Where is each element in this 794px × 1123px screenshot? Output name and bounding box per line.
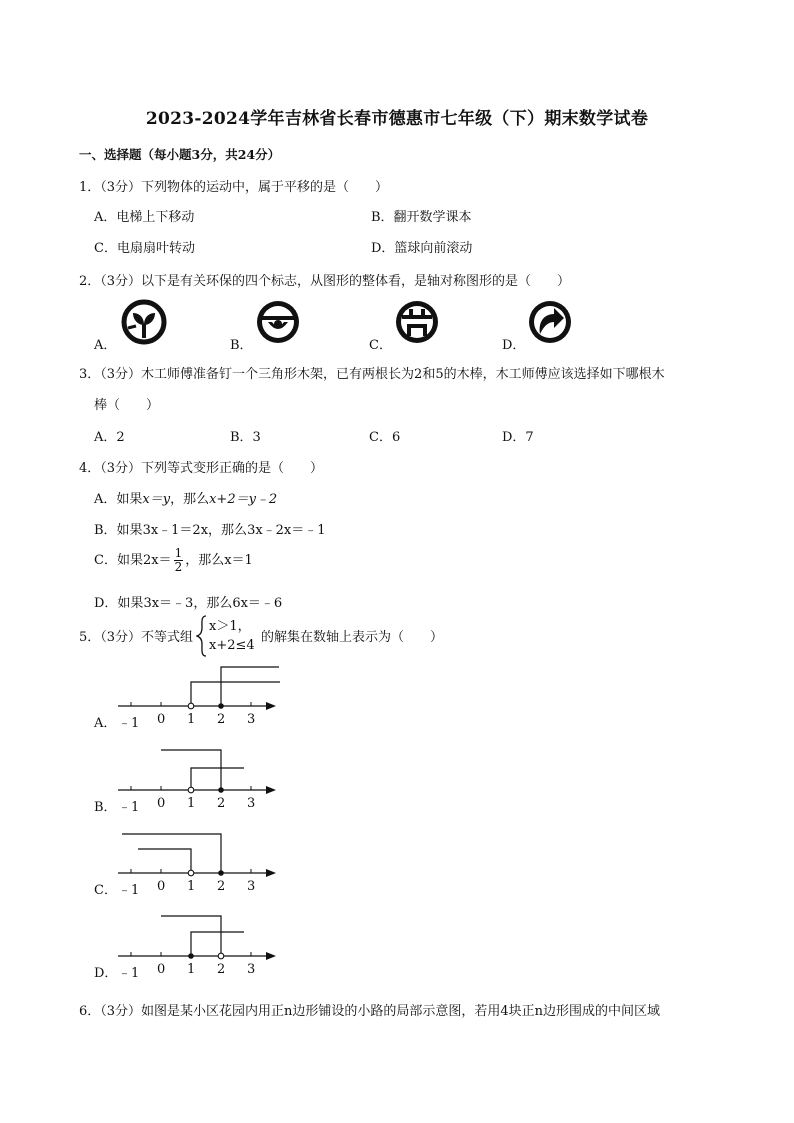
tick-label: 0 [157,879,166,894]
q5-option-b-label[interactable]: B． [94,800,117,815]
q2-option-a-label[interactable]: A． [94,338,117,353]
q4-option-c[interactable] [94,547,253,574]
q2-option-d-label[interactable]: D． [502,338,526,353]
eco-leaf-logo-icon[interactable] [120,298,168,346]
q5-inequality-2: x+2≤4 [209,638,255,653]
tick-label: 2 [217,712,226,727]
q3-option-d[interactable]: D．7 [502,430,534,445]
q4-d-result: 6x＝﹣6 [232,596,283,611]
q1-option-c[interactable]: C．电扇扇叶转动 [94,241,195,256]
q4-d-prefix: D．如果 [94,596,144,611]
q4-b-condition: 3x﹣1＝2x [142,523,209,538]
tick-label: ﹣1 [118,800,140,815]
q4-c-prefix: C．如果 [94,553,143,568]
q4-a-result: x+2＝y﹣2 [209,492,278,507]
q4-b-result: 3x﹣2x＝﹣1 [247,523,326,538]
q5-option-a-label[interactable]: A． [94,716,117,731]
tick-label: 0 [157,962,166,977]
tick-label: 1 [187,879,196,894]
q4-option-d[interactable] [94,592,282,611]
q4-a-condition: x＝y [142,492,171,507]
q2-stem: 2．（3分）以下是有关环保的四个标志，从图形的整体看，是轴对称图形的是（ ） [79,274,571,289]
tick-label: 3 [247,962,256,977]
q4-c-fraction [174,547,184,574]
q5-stem-suffix: 的解集在数轴上表示为（ ） [261,630,444,645]
green-food-logo-icon[interactable] [254,298,302,346]
fraction-denominator: 2 [174,560,183,574]
tick-label: 0 [157,796,166,811]
q3-stem-line1: 3．（3分）木工师傅准备钉一个三角形木架，已有两根长为2和5的木棒，木工师傅应该选择如下哪根木 [79,367,665,382]
q6-stem: 6．（3分）如图是某小区花园内用正n边形铺设的小路的局部示意图，若用4块正n边形围成的中间区域 [79,1004,661,1019]
tick-label: ﹣1 [118,966,140,981]
q3-stem-line2: 棒（ ） [94,398,160,413]
section-heading: 一、选择题（每小题3分，共24分） [79,147,281,162]
tick-label: 2 [217,879,226,894]
tick-label: 2 [217,962,226,977]
tick-label: ﹣1 [118,883,140,898]
recycle-arrow-logo-icon[interactable] [526,298,574,346]
tick-label: 3 [247,796,256,811]
q1-option-d[interactable]: D．篮球向前滚动 [371,241,473,256]
tick-label: 3 [247,879,256,894]
q4-c-result: x＝1 [224,553,253,568]
tick-label: 1 [187,712,196,727]
q1-option-a[interactable]: A．电梯上下移动 [94,210,195,225]
q5-option-d-label[interactable]: D． [94,966,118,981]
page-title: 2023-2024学年吉林省长春市德惠市七年级（下）期末数学试卷 [145,109,649,129]
q4-c-mid: ，那么 [185,553,225,568]
q5-inequality-1: x＞1， [209,619,251,634]
q2-option-b-label[interactable]: B． [230,338,253,353]
tick-label: 3 [247,712,256,727]
q3-option-c[interactable]: C．6 [369,430,401,445]
q5-option-c-label[interactable]: C． [94,883,117,898]
q2-option-c-label[interactable]: C． [369,338,392,353]
energy-saving-logo-icon[interactable] [393,298,441,346]
q4-b-prefix: B．如果 [94,523,143,538]
q4-a-mid: ，那么 [170,492,210,507]
tick-label: 2 [217,796,226,811]
q4-c-condition: 2x＝ [142,553,172,568]
q4-option-a[interactable] [94,488,277,507]
q4-b-mid: ，那么 [208,523,248,538]
q4-a-prefix: A．如果 [94,492,143,507]
left-brace-icon [196,614,208,658]
q4-stem: 4．（3分）下列等式变形正确的是（ ） [79,461,324,476]
tick-label: 1 [187,796,196,811]
q4-d-mid: ，那么 [193,596,233,611]
fraction-numerator: 1 [174,546,183,560]
q3-option-a[interactable]: A．2 [94,430,125,445]
tick-label: 1 [187,962,196,977]
q4-option-b[interactable] [94,519,326,538]
q1-option-b[interactable]: B．翻开数学课本 [371,210,472,225]
tick-label: ﹣1 [118,716,140,731]
q5-stem-prefix: 5．（3分）不等式组 [79,630,194,645]
q4-d-condition: 3x＝﹣3 [143,596,194,611]
q1-stem: 1．（3分）下列物体的运动中，属于平移的是（ ） [79,180,389,195]
tick-label: 0 [157,712,166,727]
q3-option-b[interactable]: B．3 [230,430,261,445]
